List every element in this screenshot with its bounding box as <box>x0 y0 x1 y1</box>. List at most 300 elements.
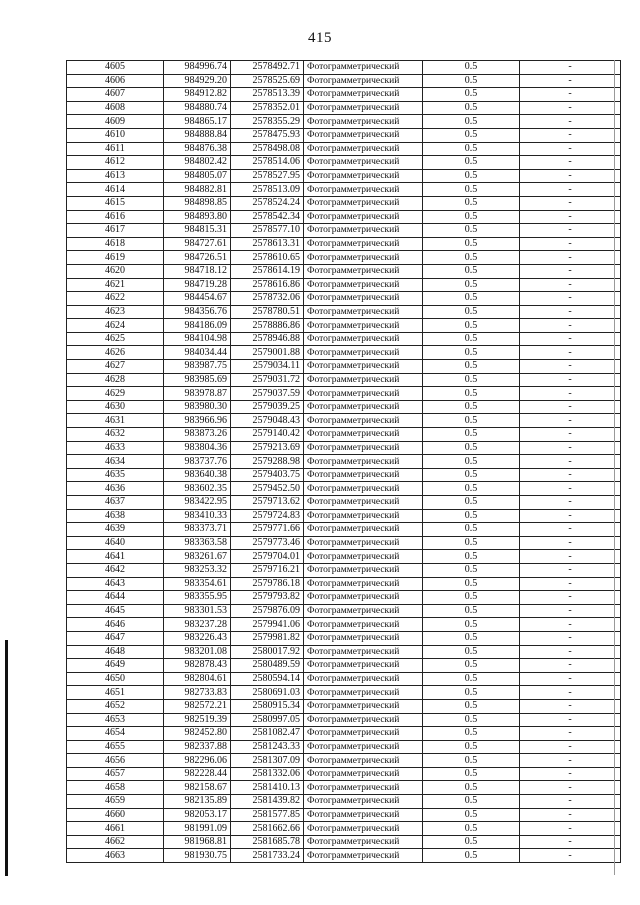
y-coordinate-cell: 2579037.59 <box>231 387 304 401</box>
page-number: 415 <box>308 30 332 46</box>
y-coordinate-cell: 2581243.33 <box>231 740 304 754</box>
precision-cell: 0.5 <box>423 319 520 333</box>
table-row <box>67 496 621 510</box>
y-coordinate-cell: 2578513.09 <box>231 183 304 197</box>
x-coordinate-cell: 984815.31 <box>164 224 231 238</box>
precision-cell: 0.5 <box>423 387 520 401</box>
point-number-cell: 4639 <box>67 523 164 537</box>
y-coordinate-cell: 2578492.71 <box>231 61 304 75</box>
description-cell: - <box>520 61 621 75</box>
x-coordinate-cell: 984912.82 <box>164 88 231 102</box>
table-row <box>67 767 621 781</box>
description-cell: - <box>520 740 621 754</box>
method-cell: Фотограмметрический <box>304 699 423 713</box>
x-coordinate-cell: 984186.09 <box>164 319 231 333</box>
method-cell: Фотограмметрический <box>304 686 423 700</box>
table-row <box>67 400 621 414</box>
table-row <box>67 237 621 251</box>
method-cell: Фотограмметрический <box>304 441 423 455</box>
point-number-cell: 4616 <box>67 210 164 224</box>
x-coordinate-cell: 982228.44 <box>164 767 231 781</box>
x-coordinate-cell: 983201.08 <box>164 645 231 659</box>
table-row <box>67 210 621 224</box>
precision-cell: 0.5 <box>423 224 520 238</box>
y-coordinate-cell: 2579981.82 <box>231 631 304 645</box>
table-row <box>67 142 621 156</box>
x-coordinate-cell: 983410.33 <box>164 509 231 523</box>
precision-cell: 0.5 <box>423 115 520 129</box>
x-coordinate-cell: 982135.89 <box>164 795 231 809</box>
y-coordinate-cell: 2580691.03 <box>231 686 304 700</box>
precision-cell: 0.5 <box>423 795 520 809</box>
description-cell: - <box>520 767 621 781</box>
table-row <box>67 713 621 727</box>
precision-cell: 0.5 <box>423 822 520 836</box>
table-row <box>67 196 621 210</box>
precision-cell: 0.5 <box>423 88 520 102</box>
description-cell: - <box>520 156 621 170</box>
table-row <box>67 699 621 713</box>
point-number-cell: 4654 <box>67 727 164 741</box>
description-cell: - <box>520 468 621 482</box>
y-coordinate-cell: 2578613.31 <box>231 237 304 251</box>
precision-cell: 0.5 <box>423 727 520 741</box>
point-number-cell: 4659 <box>67 795 164 809</box>
precision-cell: 0.5 <box>423 278 520 292</box>
y-coordinate-cell: 2579716.21 <box>231 563 304 577</box>
table-row <box>67 740 621 754</box>
description-cell: - <box>520 414 621 428</box>
precision-cell: 0.5 <box>423 210 520 224</box>
x-coordinate-cell: 983640.38 <box>164 468 231 482</box>
method-cell: Фотограмметрический <box>304 849 423 863</box>
precision-cell: 0.5 <box>423 509 520 523</box>
table-row <box>67 618 621 632</box>
table-row <box>67 414 621 428</box>
method-cell: Фотограмметрический <box>304 88 423 102</box>
point-number-cell: 4651 <box>67 686 164 700</box>
y-coordinate-cell: 2581307.09 <box>231 754 304 768</box>
x-coordinate-cell: 984865.17 <box>164 115 231 129</box>
method-cell: Фотограмметрический <box>304 292 423 306</box>
precision-cell: 0.5 <box>423 835 520 849</box>
method-cell: Фотограмметрический <box>304 822 423 836</box>
method-cell: Фотограмметрический <box>304 251 423 265</box>
description-cell: - <box>520 128 621 142</box>
x-coordinate-cell: 983301.53 <box>164 604 231 618</box>
y-coordinate-cell: 2581685.78 <box>231 835 304 849</box>
description-cell: - <box>520 754 621 768</box>
method-cell: Фотограмметрический <box>304 278 423 292</box>
precision-cell: 0.5 <box>423 305 520 319</box>
point-number-cell: 4608 <box>67 101 164 115</box>
y-coordinate-cell: 2578498.08 <box>231 142 304 156</box>
y-coordinate-cell: 2578355.29 <box>231 115 304 129</box>
table-row <box>67 659 621 673</box>
x-coordinate-cell: 984882.81 <box>164 183 231 197</box>
table-row <box>67 251 621 265</box>
table-row <box>67 61 621 75</box>
table-row <box>67 88 621 102</box>
point-number-cell: 4635 <box>67 468 164 482</box>
table-edge-shadow <box>614 60 615 875</box>
description-cell: - <box>520 835 621 849</box>
precision-cell: 0.5 <box>423 169 520 183</box>
table-row <box>67 278 621 292</box>
table-row <box>67 101 621 115</box>
point-number-cell: 4662 <box>67 835 164 849</box>
method-cell: Фотограмметрический <box>304 360 423 374</box>
description-cell: - <box>520 196 621 210</box>
precision-cell: 0.5 <box>423 550 520 564</box>
x-coordinate-cell: 984454.67 <box>164 292 231 306</box>
description-cell: - <box>520 346 621 360</box>
description-cell: - <box>520 577 621 591</box>
table-row <box>67 808 621 822</box>
description-cell: - <box>520 563 621 577</box>
description-cell: - <box>520 373 621 387</box>
description-cell: - <box>520 727 621 741</box>
x-coordinate-cell: 984805.07 <box>164 169 231 183</box>
point-number-cell: 4661 <box>67 822 164 836</box>
x-coordinate-cell: 984888.84 <box>164 128 231 142</box>
description-cell: - <box>520 496 621 510</box>
description-cell: - <box>520 822 621 836</box>
y-coordinate-cell: 2579771.66 <box>231 523 304 537</box>
point-number-cell: 4627 <box>67 360 164 374</box>
method-cell: Фотограмметрический <box>304 414 423 428</box>
point-number-cell: 4609 <box>67 115 164 129</box>
y-coordinate-cell: 2578732.06 <box>231 292 304 306</box>
method-cell: Фотограмметрический <box>304 740 423 754</box>
table-row <box>67 645 621 659</box>
precision-cell: 0.5 <box>423 604 520 618</box>
description-cell: - <box>520 482 621 496</box>
table-row <box>67 727 621 741</box>
precision-cell: 0.5 <box>423 101 520 115</box>
point-number-cell: 4623 <box>67 305 164 319</box>
description-cell: - <box>520 183 621 197</box>
description-cell: - <box>520 142 621 156</box>
description-cell: - <box>520 332 621 346</box>
method-cell: Фотограмметрический <box>304 387 423 401</box>
point-number-cell: 4630 <box>67 400 164 414</box>
precision-cell: 0.5 <box>423 428 520 442</box>
y-coordinate-cell: 2581332.06 <box>231 767 304 781</box>
table-row <box>67 387 621 401</box>
method-cell: Фотограмметрический <box>304 115 423 129</box>
method-cell: Фотограмметрический <box>304 319 423 333</box>
x-coordinate-cell: 982878.43 <box>164 659 231 673</box>
table-row <box>67 224 621 238</box>
table-row <box>67 523 621 537</box>
x-coordinate-cell: 984104.98 <box>164 332 231 346</box>
point-number-cell: 4658 <box>67 781 164 795</box>
point-number-cell: 4607 <box>67 88 164 102</box>
precision-cell: 0.5 <box>423 699 520 713</box>
y-coordinate-cell: 2581439.82 <box>231 795 304 809</box>
point-number-cell: 4605 <box>67 61 164 75</box>
precision-cell: 0.5 <box>423 808 520 822</box>
point-number-cell: 4663 <box>67 849 164 863</box>
point-number-cell: 4615 <box>67 196 164 210</box>
point-number-cell: 4611 <box>67 142 164 156</box>
description-cell: - <box>520 808 621 822</box>
method-cell: Фотограмметрический <box>304 142 423 156</box>
table-row <box>67 128 621 142</box>
description-cell: - <box>520 795 621 809</box>
description-cell: - <box>520 101 621 115</box>
method-cell: Фотограмметрический <box>304 156 423 170</box>
method-cell: Фотограмметрический <box>304 346 423 360</box>
coordinates-table-container <box>66 60 614 863</box>
y-coordinate-cell: 2579048.43 <box>231 414 304 428</box>
precision-cell: 0.5 <box>423 455 520 469</box>
table-row <box>67 441 621 455</box>
description-cell: - <box>520 686 621 700</box>
description-cell: - <box>520 645 621 659</box>
method-cell: Фотограмметрический <box>304 74 423 88</box>
description-cell: - <box>520 115 621 129</box>
point-number-cell: 4622 <box>67 292 164 306</box>
method-cell: Фотограмметрический <box>304 224 423 238</box>
description-cell: - <box>520 278 621 292</box>
point-number-cell: 4621 <box>67 278 164 292</box>
method-cell: Фотограмметрический <box>304 428 423 442</box>
y-coordinate-cell: 2579034.11 <box>231 360 304 374</box>
precision-cell: 0.5 <box>423 251 520 265</box>
y-coordinate-cell: 2579773.46 <box>231 536 304 550</box>
point-number-cell: 4656 <box>67 754 164 768</box>
y-coordinate-cell: 2579876.09 <box>231 604 304 618</box>
table-row <box>67 536 621 550</box>
precision-cell: 0.5 <box>423 128 520 142</box>
y-coordinate-cell: 2580017.92 <box>231 645 304 659</box>
y-coordinate-cell: 2579724.83 <box>231 509 304 523</box>
point-number-cell: 4650 <box>67 672 164 686</box>
table-row <box>67 482 621 496</box>
y-coordinate-cell: 2578514.06 <box>231 156 304 170</box>
y-coordinate-cell: 2578577.10 <box>231 224 304 238</box>
point-number-cell: 4612 <box>67 156 164 170</box>
point-number-cell: 4634 <box>67 455 164 469</box>
description-cell: - <box>520 251 621 265</box>
y-coordinate-cell: 2578780.51 <box>231 305 304 319</box>
y-coordinate-cell: 2578616.86 <box>231 278 304 292</box>
precision-cell: 0.5 <box>423 849 520 863</box>
point-number-cell: 4636 <box>67 482 164 496</box>
table-row <box>67 305 621 319</box>
coordinates-table <box>66 60 621 863</box>
x-coordinate-cell: 983985.69 <box>164 373 231 387</box>
point-number-cell: 4619 <box>67 251 164 265</box>
precision-cell: 0.5 <box>423 237 520 251</box>
point-number-cell: 4606 <box>67 74 164 88</box>
precision-cell: 0.5 <box>423 618 520 632</box>
description-cell: - <box>520 264 621 278</box>
description-cell: - <box>520 224 621 238</box>
point-number-cell: 4655 <box>67 740 164 754</box>
method-cell: Фотограмметрический <box>304 496 423 510</box>
description-cell: - <box>520 210 621 224</box>
point-number-cell: 4648 <box>67 645 164 659</box>
x-coordinate-cell: 984727.61 <box>164 237 231 251</box>
precision-cell: 0.5 <box>423 536 520 550</box>
point-number-cell: 4640 <box>67 536 164 550</box>
x-coordinate-cell: 983873.26 <box>164 428 231 442</box>
precision-cell: 0.5 <box>423 577 520 591</box>
x-coordinate-cell: 983804.36 <box>164 441 231 455</box>
point-number-cell: 4637 <box>67 496 164 510</box>
x-coordinate-cell: 983602.35 <box>164 482 231 496</box>
table-row <box>67 781 621 795</box>
table-row <box>67 577 621 591</box>
y-coordinate-cell: 2579039.25 <box>231 400 304 414</box>
point-number-cell: 4613 <box>67 169 164 183</box>
precision-cell: 0.5 <box>423 61 520 75</box>
description-cell: - <box>520 604 621 618</box>
x-coordinate-cell: 983253.32 <box>164 563 231 577</box>
y-coordinate-cell: 2579941.06 <box>231 618 304 632</box>
point-number-cell: 4657 <box>67 767 164 781</box>
precision-cell: 0.5 <box>423 523 520 537</box>
precision-cell: 0.5 <box>423 360 520 374</box>
x-coordinate-cell: 982804.61 <box>164 672 231 686</box>
point-number-cell: 4633 <box>67 441 164 455</box>
precision-cell: 0.5 <box>423 482 520 496</box>
y-coordinate-cell: 2578542.34 <box>231 210 304 224</box>
description-cell: - <box>520 441 621 455</box>
description-cell: - <box>520 631 621 645</box>
y-coordinate-cell: 2578475.93 <box>231 128 304 142</box>
y-coordinate-cell: 2579001.88 <box>231 346 304 360</box>
y-coordinate-cell: 2579793.82 <box>231 591 304 605</box>
y-coordinate-cell: 2579786.18 <box>231 577 304 591</box>
x-coordinate-cell: 984929.20 <box>164 74 231 88</box>
description-cell: - <box>520 387 621 401</box>
description-cell: - <box>520 591 621 605</box>
method-cell: Фотограмметрический <box>304 101 423 115</box>
y-coordinate-cell: 2579031.72 <box>231 373 304 387</box>
x-coordinate-cell: 981991.09 <box>164 822 231 836</box>
precision-cell: 0.5 <box>423 781 520 795</box>
y-coordinate-cell: 2579713.62 <box>231 496 304 510</box>
x-coordinate-cell: 983226.43 <box>164 631 231 645</box>
precision-cell: 0.5 <box>423 754 520 768</box>
table-row <box>67 74 621 88</box>
description-cell: - <box>520 523 621 537</box>
x-coordinate-cell: 984876.38 <box>164 142 231 156</box>
table-row <box>67 849 621 863</box>
x-coordinate-cell: 984718.12 <box>164 264 231 278</box>
description-cell: - <box>520 781 621 795</box>
point-number-cell: 4644 <box>67 591 164 605</box>
description-cell: - <box>520 536 621 550</box>
method-cell: Фотограмметрический <box>304 400 423 414</box>
precision-cell: 0.5 <box>423 264 520 278</box>
table-row <box>67 156 621 170</box>
table-row <box>67 373 621 387</box>
description-cell: - <box>520 237 621 251</box>
point-number-cell: 4610 <box>67 128 164 142</box>
x-coordinate-cell: 983978.87 <box>164 387 231 401</box>
coordinates-table-body <box>67 61 621 863</box>
table-row <box>67 169 621 183</box>
description-cell: - <box>520 550 621 564</box>
method-cell: Фотограмметрический <box>304 767 423 781</box>
table-row <box>67 835 621 849</box>
table-row <box>67 795 621 809</box>
y-coordinate-cell: 2579213.69 <box>231 441 304 455</box>
precision-cell: 0.5 <box>423 414 520 428</box>
method-cell: Фотограмметрический <box>304 509 423 523</box>
x-coordinate-cell: 983966.96 <box>164 414 231 428</box>
y-coordinate-cell: 2580489.59 <box>231 659 304 673</box>
method-cell: Фотограмметрический <box>304 577 423 591</box>
table-row <box>67 319 621 333</box>
precision-cell: 0.5 <box>423 373 520 387</box>
x-coordinate-cell: 983355.95 <box>164 591 231 605</box>
precision-cell: 0.5 <box>423 441 520 455</box>
point-number-cell: 4647 <box>67 631 164 645</box>
precision-cell: 0.5 <box>423 686 520 700</box>
method-cell: Фотограмметрический <box>304 795 423 809</box>
description-cell: - <box>520 74 621 88</box>
description-cell: - <box>520 305 621 319</box>
table-row <box>67 428 621 442</box>
table-row <box>67 509 621 523</box>
table-row <box>67 264 621 278</box>
description-cell: - <box>520 360 621 374</box>
description-cell: - <box>520 509 621 523</box>
x-coordinate-cell: 984802.42 <box>164 156 231 170</box>
y-coordinate-cell: 2578525.69 <box>231 74 304 88</box>
precision-cell: 0.5 <box>423 183 520 197</box>
description-cell: - <box>520 169 621 183</box>
point-number-cell: 4653 <box>67 713 164 727</box>
x-coordinate-cell: 984996.74 <box>164 61 231 75</box>
y-coordinate-cell: 2580997.05 <box>231 713 304 727</box>
description-cell: - <box>520 319 621 333</box>
y-coordinate-cell: 2579140.42 <box>231 428 304 442</box>
description-cell: - <box>520 88 621 102</box>
description-cell: - <box>520 659 621 673</box>
y-coordinate-cell: 2581662.66 <box>231 822 304 836</box>
x-coordinate-cell: 982572.21 <box>164 699 231 713</box>
point-number-cell: 4631 <box>67 414 164 428</box>
precision-cell: 0.5 <box>423 659 520 673</box>
method-cell: Фотограмметрический <box>304 713 423 727</box>
y-coordinate-cell: 2578946.88 <box>231 332 304 346</box>
method-cell: Фотограмметрический <box>304 61 423 75</box>
y-coordinate-cell: 2579288.98 <box>231 455 304 469</box>
table-row <box>67 360 621 374</box>
y-coordinate-cell: 2581577.85 <box>231 808 304 822</box>
y-coordinate-cell: 2578513.39 <box>231 88 304 102</box>
precision-cell: 0.5 <box>423 196 520 210</box>
x-coordinate-cell: 981968.81 <box>164 835 231 849</box>
method-cell: Фотограмметрический <box>304 808 423 822</box>
x-coordinate-cell: 983373.71 <box>164 523 231 537</box>
table-row <box>67 686 621 700</box>
method-cell: Фотограмметрический <box>304 455 423 469</box>
y-coordinate-cell: 2578610.65 <box>231 251 304 265</box>
point-number-cell: 4645 <box>67 604 164 618</box>
point-number-cell: 4626 <box>67 346 164 360</box>
method-cell: Фотограмметрический <box>304 332 423 346</box>
x-coordinate-cell: 983980.30 <box>164 400 231 414</box>
table-row <box>67 332 621 346</box>
